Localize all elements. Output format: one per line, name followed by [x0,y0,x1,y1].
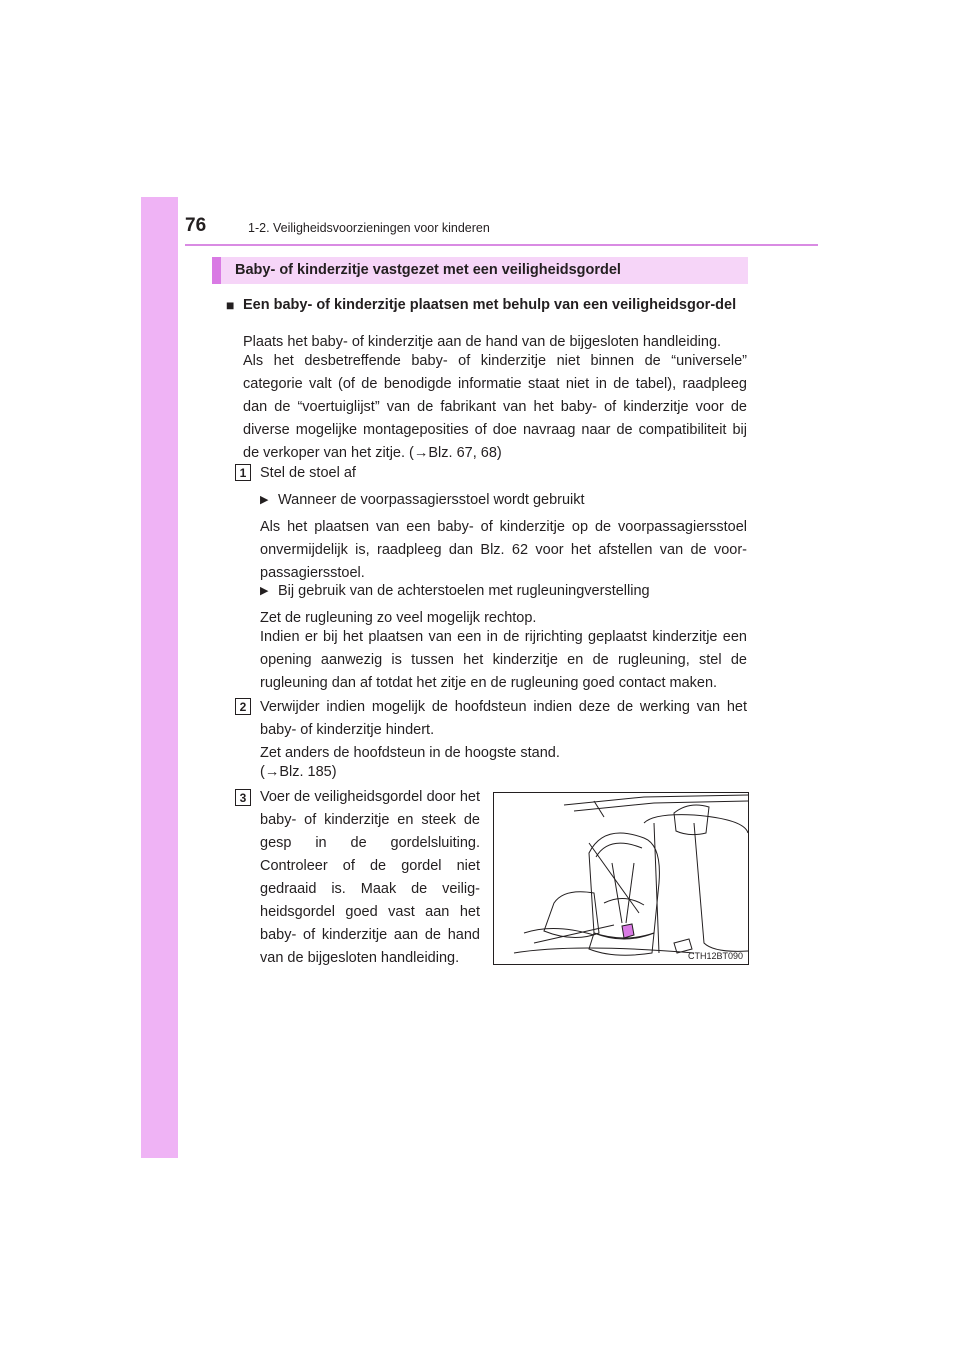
child-seat-drawing [494,793,748,964]
buckle-highlight [622,924,634,938]
header-rule [185,244,818,246]
procedure-heading [226,294,747,317]
procedure-heading-text: Een baby- of kinderzitje plaatsen met behulp van een veiligheidsgor-del [243,297,737,313]
chapter-title: 1-2. Veiligheidsvoorzieningen voor kinderen [248,221,490,235]
sub-paragraph: Indien er bij het plaatsen van een in de rijrichting geplaatst kinderzitje een opening aanwezig is tussen het kinderzitje en de rugleuning, stel de rugleuning dan af totdat het zitje en de rugleuning goed contact maken. [260,629,747,691]
sub-bullet-text: Wanneer de voorpassagiersstoel wordt gebruikt [278,492,585,508]
intro-paragraph: Plaats het baby- of kinderzitje aan de hand van de bijgesloten handleiding. [243,334,722,350]
sub-paragraph: Zet de rugleuning zo veel mogelijk rechtop. [260,610,537,626]
child-seat-illustration [493,792,749,965]
triangle-bullet-icon: ▶ [260,585,269,597]
step-number-badge: 1 [235,464,251,481]
step-note: Zet anders de hoofdsteun in de hoogste stand. [260,745,560,761]
sub-bullet-item [260,489,585,512]
section-title-box [212,257,748,284]
sub-bullet-item [260,580,650,603]
step-number-badge: 2 [235,698,251,715]
page-number: 76 [185,215,207,236]
step-number-badge: 3 [235,789,251,806]
square-bullet-icon: ■ [226,297,235,313]
sub-bullet-text: Bij gebruik van de achterstoelen met rugleuningverstelling [278,583,650,599]
intro-paragraph: Als het desbetreffende baby- of kinderzitje niet binnen de “universele” categorie valt (of de benodigde informatie staat niet in de tabel), raadpleeg dan de “voertuiglijst” van de fabrikant van het baby- of kinderzitje voor de diverse mogelijke montageposities of doe navraag naar de compatibiliteit bij de verkoper van het zitje. (→Blz. 67, 68) [243,353,747,461]
triangle-bullet-icon: ▶ [260,494,269,506]
illustration-code: CTH12BT090 [687,951,743,961]
step-note: (→Blz. 185) [260,764,337,780]
chapter-tab-strip [141,197,178,1158]
sub-paragraph: Als het plaatsen van een baby- of kinderzitje op de voorpassagiersstoel onvermijdelijk is, raadpleeg dan Blz. 62 voor het afstellen van de voor-passagiersstoel. [260,519,747,581]
step-text: Stel de stoel af [260,465,356,481]
section-title: Baby- of kinderzitje vastgezet met een veiligheidsgordel [235,262,621,278]
step-text: Voer de veiligheidsgordel door het baby- of kinderzitje en steek de gesp in de gordelsluiting. Controleer of de gordel niet gedraaid is. Maak de veilig-heidsgordel goed vast aan het baby- of kinderzitje aan de hand van de bijgesloten handleiding. [260,789,480,966]
step-text: Verwijder indien mogelijk de hoofdsteun indien deze de werking van het baby- of kinderzitje hindert. [260,699,747,738]
